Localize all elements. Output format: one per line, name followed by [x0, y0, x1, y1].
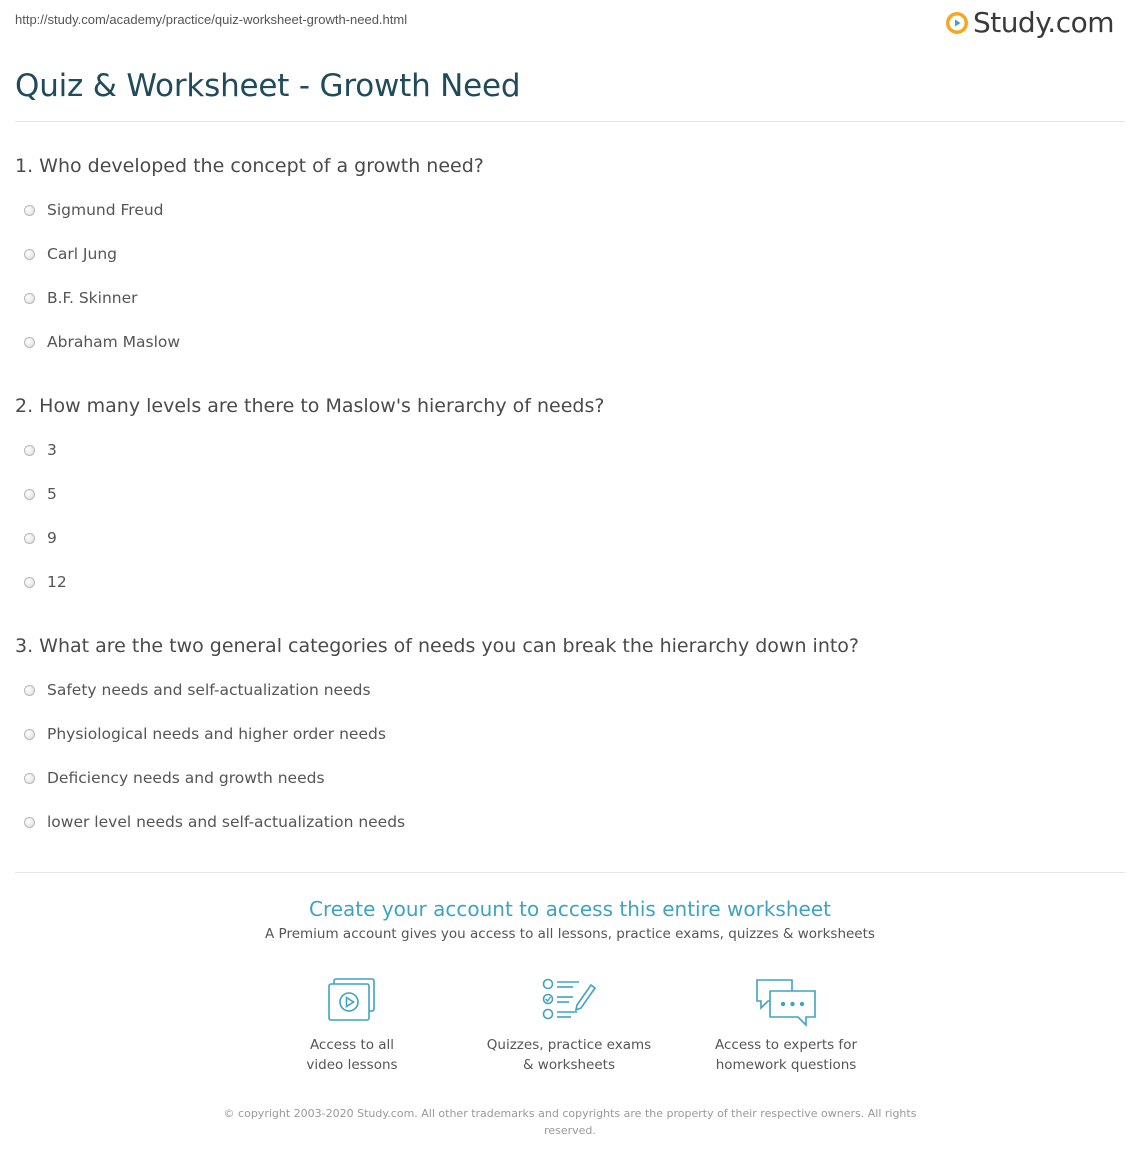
radio-button[interactable] [24, 205, 35, 216]
quiz-checklist-icon [541, 977, 597, 1023]
answer-option[interactable] [24, 245, 117, 263]
question-3: 3. What are the two general categories of needs you can break the hierarchy down into? [15, 635, 860, 657]
option-label: lower level needs and self-actualization needs [47, 813, 406, 831]
option-label: 12 [47, 573, 67, 591]
cta-subtitle: A Premium account gives you access to all lessons, practice exams, quizzes & worksheets [265, 926, 875, 942]
radio-button[interactable] [24, 293, 35, 304]
radio-button[interactable] [24, 817, 35, 828]
option-label: B.F. Skinner [47, 289, 138, 307]
radio-button[interactable] [24, 445, 35, 456]
page-url: http://study.com/academy/practice/quiz-worksheet-growth-need.html [15, 12, 408, 27]
logo-text: Study.com [972, 6, 1114, 39]
feature-label: video lessons [306, 1057, 398, 1073]
answer-option[interactable] [24, 725, 386, 743]
option-label: Deficiency needs and growth needs [47, 769, 325, 787]
answer-option[interactable] [24, 681, 371, 699]
option-label: Abraham Maslow [47, 333, 181, 351]
radio-button[interactable] [24, 729, 35, 740]
chat-experts-icon [754, 977, 818, 1029]
feature-label: Access to experts for [714, 1037, 857, 1053]
radio-button[interactable] [24, 489, 35, 500]
answer-option[interactable] [24, 529, 57, 547]
answer-option[interactable] [24, 289, 138, 307]
feature-video-lessons [252, 977, 452, 1075]
section-divider [15, 872, 1125, 873]
page-title: Quiz & Worksheet - Growth Need [15, 68, 521, 104]
copyright-text [210, 1105, 930, 1139]
play-logo-icon [945, 11, 969, 35]
question-1: 1. Who developed the concept of a growth need? [15, 155, 484, 177]
feature-label: Access to all [309, 1037, 395, 1053]
option-label: Safety needs and self-actualization needs [47, 681, 371, 699]
answer-option[interactable] [24, 485, 57, 503]
title-divider [15, 121, 1125, 122]
answer-option[interactable] [24, 201, 164, 219]
option-label: Sigmund Freud [47, 201, 164, 219]
video-lessons-icon [326, 977, 378, 1023]
option-label: Carl Jung [47, 245, 117, 263]
feature-label: homework questions [715, 1057, 857, 1073]
option-label: 5 [47, 485, 57, 503]
study-logo[interactable] [945, 6, 1114, 39]
feature-label: Quizzes, practice exams [486, 1037, 652, 1053]
feature-experts [686, 977, 886, 1075]
radio-button[interactable] [24, 337, 35, 348]
answer-option[interactable] [24, 769, 325, 787]
create-account-link[interactable]: Create your account to access this entire worksheet [309, 897, 831, 921]
option-label: Physiological needs and higher order needs [47, 725, 386, 743]
copyright-line: © copyright 2003-2020 Study.com. All other trademarks and copyrights are the property of their respective owners. All rights [223, 1107, 917, 1120]
radio-button[interactable] [24, 577, 35, 588]
answer-option[interactable] [24, 573, 67, 591]
answer-option[interactable] [24, 333, 180, 351]
question-2: 2. How many levels are there to Maslow's hierarchy of needs? [15, 395, 605, 417]
answer-option[interactable] [24, 441, 57, 459]
radio-button[interactable] [24, 249, 35, 260]
feature-quizzes [469, 977, 669, 1075]
answer-option[interactable] [24, 813, 405, 831]
radio-button[interactable] [24, 773, 35, 784]
radio-button[interactable] [24, 685, 35, 696]
copyright-line: reserved. [544, 1124, 596, 1137]
radio-button[interactable] [24, 533, 35, 544]
option-label: 9 [47, 529, 57, 547]
option-label: 3 [47, 441, 57, 459]
feature-label: & worksheets [522, 1057, 615, 1073]
